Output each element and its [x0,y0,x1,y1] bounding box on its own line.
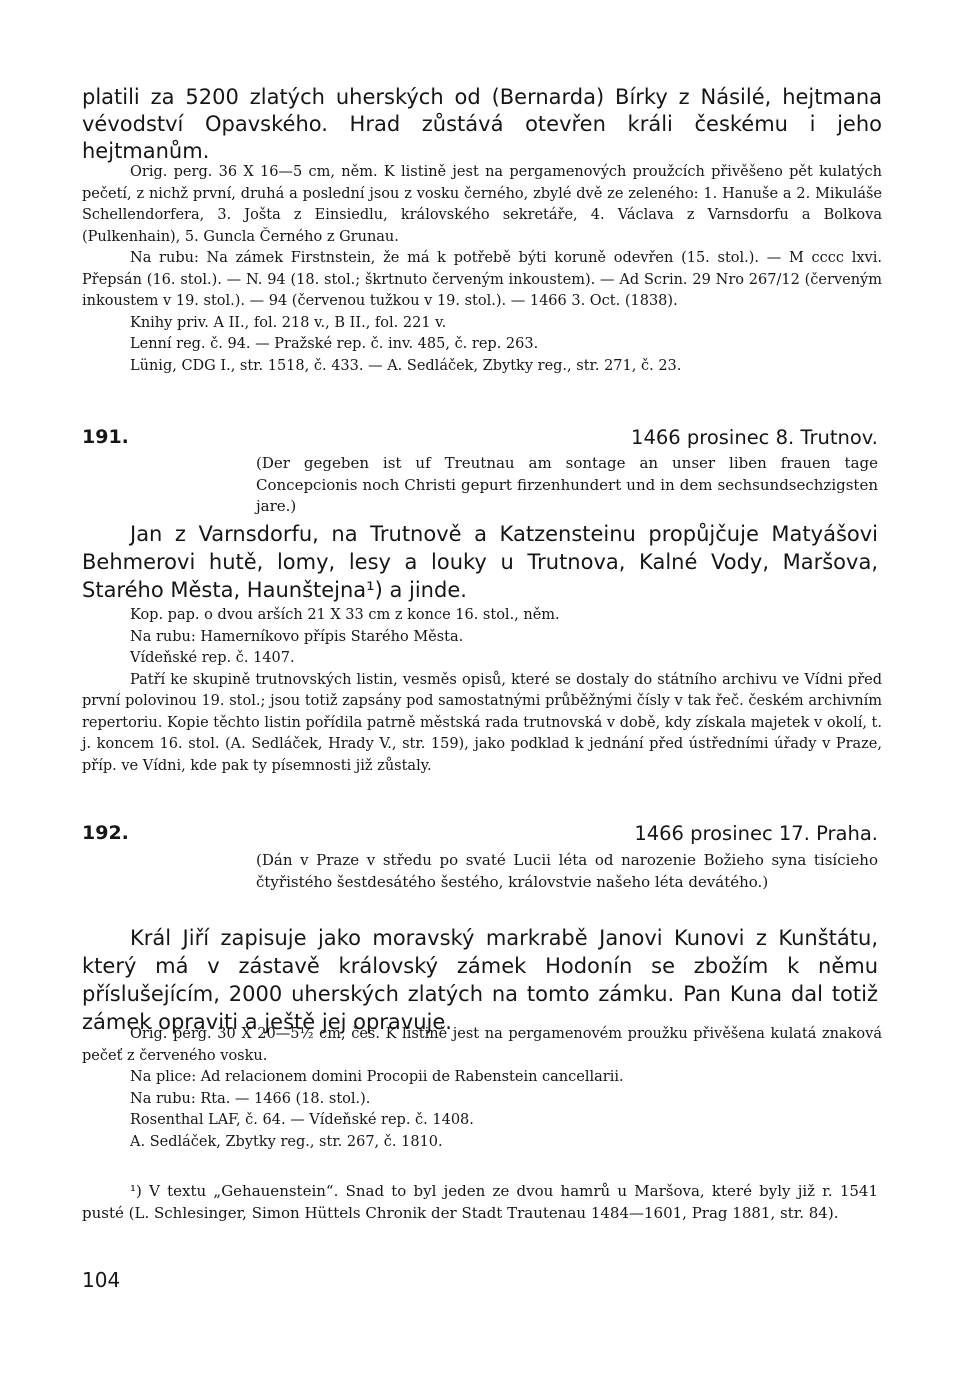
entry-191-summary [82,520,878,604]
note: Patří ke skupině trutnovských listin, vesměs opisů, které se dostaly do státního archivu ve Vídni před první polovinou 19. stol.; jsou totiž zapsány pod samostatnými průběžnými čísly v tak řeč. českém archivním repertoriu. Kopie těchto listin pořídila patrně městská rada trutnovská v době, kdy získala majetek v okolí, t. j. koncem 16. stol. (A. Sedláček, Hrady V., str. 159), jako podklad k jednání před ústředními úřady v Praze, příp. ve Vídni, kde pak ty písemnosti již zůstaly. [82,671,882,774]
entry-date: 1466 prosinec 8. Trutnov. [631,426,878,449]
entry-192-quote: (Dán v Praze v středu po svaté Lucii léta od narozenie Božieho syna tisícieho čtyřistého šestdesátého šestého, královstvie našeho léta devátého.) [256,851,878,891]
intro-paragraph [82,84,882,165]
intro-note: Lenní reg. č. 94. — Pražské rep. č. inv. 485, č. rep. 263. [130,336,539,352]
footnote-text: ¹) V textu „Gehauenstein“. Snad to byl jeden ze dvou hamrů u Maršova, které byly již r. 1541 pusté (L. Schlesinger, Simon Hüttels Chronik der Stadt Trautenau 1484—1601, Prag 1881, str. 84). [82,1182,878,1222]
note: Na rubu: Rta. — 1466 (18. stol.). [130,1090,371,1107]
entry-number: 191. [82,426,129,448]
entry-192-header [82,822,882,852]
note: A. Sedláček, Zbytky reg., str. 267, č. 1810. [130,1133,443,1150]
intro-note: Na rubu: Na zámek Firstnstein, že má k potřebě býti koruně odevřen (15. stol.). — M cccc lxvi. Přepsán (16. stol.). — N. 94 (18. stol.; škrtnuto červeným inkoustem). — Ad Scrin. 29 Nro 267/12 (červeným inkoustem v 19. stol.). — 94 (červenou tužkou v 19. stol.). — 1466 3. Oct. (1838). [82,250,882,309]
footnote [82,1180,878,1224]
page-number: 104 [82,1268,121,1292]
intro-notes [82,162,882,377]
entry-191-header [82,426,882,456]
entry-192-summary [82,924,878,1036]
note: Rosenthal LAF, č. 64. — Vídeňské rep. č. 1408. [130,1112,474,1128]
entry-192-notes [82,1024,882,1153]
note: Kop. pap. o dvou arších 21 X 33 cm z konce 16. stol., něm. [130,607,560,623]
intro-note: Orig. perg. 36 X 16—5 cm, něm. K listině jest na pergamenových proužcích přivěšeno pět kulatých pečetí, z nichž první, druhá a poslední jsou z vosku černého, zbylé dvě ze zeleného: 1. Hanuše a 2. Mikuláše Schellendorfera, 3. Jošta z Einsiedlu, královského sekretáře, 4. Václava z Varnsdorfu a Bolkova (Pulkenhain), 5. Guncla Černého z Grunau. [82,164,882,245]
summary-text: Král Jiří zapisuje jako moravský markrabě Janovi Kunovi z Kunštátu, který má v zástavě královský zámek Hodonín se zbožím k němu příslušejícím, 2000 uherských zlatých na tomto zámku. Pan Kuna dal totiž zámek opraviti a ještě jej opravuje. [82,926,878,1034]
intro-note: Lünig, CDG I., str. 1518, č. 433. — A. Sedláček, Zbytky reg., str. 271, č. 23. [130,357,682,374]
intro-note: Knihy priv. A II., fol. 218 v., B II., fol. 221 v. [130,314,447,331]
entry-date: 1466 prosinec 17. Praha. [634,822,878,845]
summary-text: Jan z Varnsdorfu, na Trutnově a Katzensteinu propůjčuje Matyášovi Behmerovi hutě, lomy, lesy a louky u Trutnova, Kalné Vody, Maršova, Starého Města, Haunštejna¹) a jinde. [82,522,878,602]
intro-text: platili za 5200 zlatých uherských od (Bernarda) Bírky z Násilé, hejtmana vévodství Opavského. Hrad zůstává otevřen králi českému i jeho hejtmanům. [82,85,882,163]
note: Vídeňské rep. č. 1407. [130,650,295,666]
note: Na rubu: Hamerníkovo přípis Starého Města. [130,628,464,645]
entry-191-quote: (Der gegeben ist uf Treutnau am sontage an unser liben frauen tage Concepcionis noch Christi gepurt firzenhundert und in dem sechsundsechzigsten jare.) [256,454,878,515]
entry-191-notes [82,605,882,777]
note: Orig. perg. 30 X 20—5½ cm, čes. K listině jest na pergamenovém proužku přivěšena kulatá znaková pečeť z červeného vosku. [82,1026,882,1064]
entry-number: 192. [82,822,129,844]
note: Na plice: Ad relacionem domini Procopii de Rabenstein cancellarii. [130,1069,624,1085]
